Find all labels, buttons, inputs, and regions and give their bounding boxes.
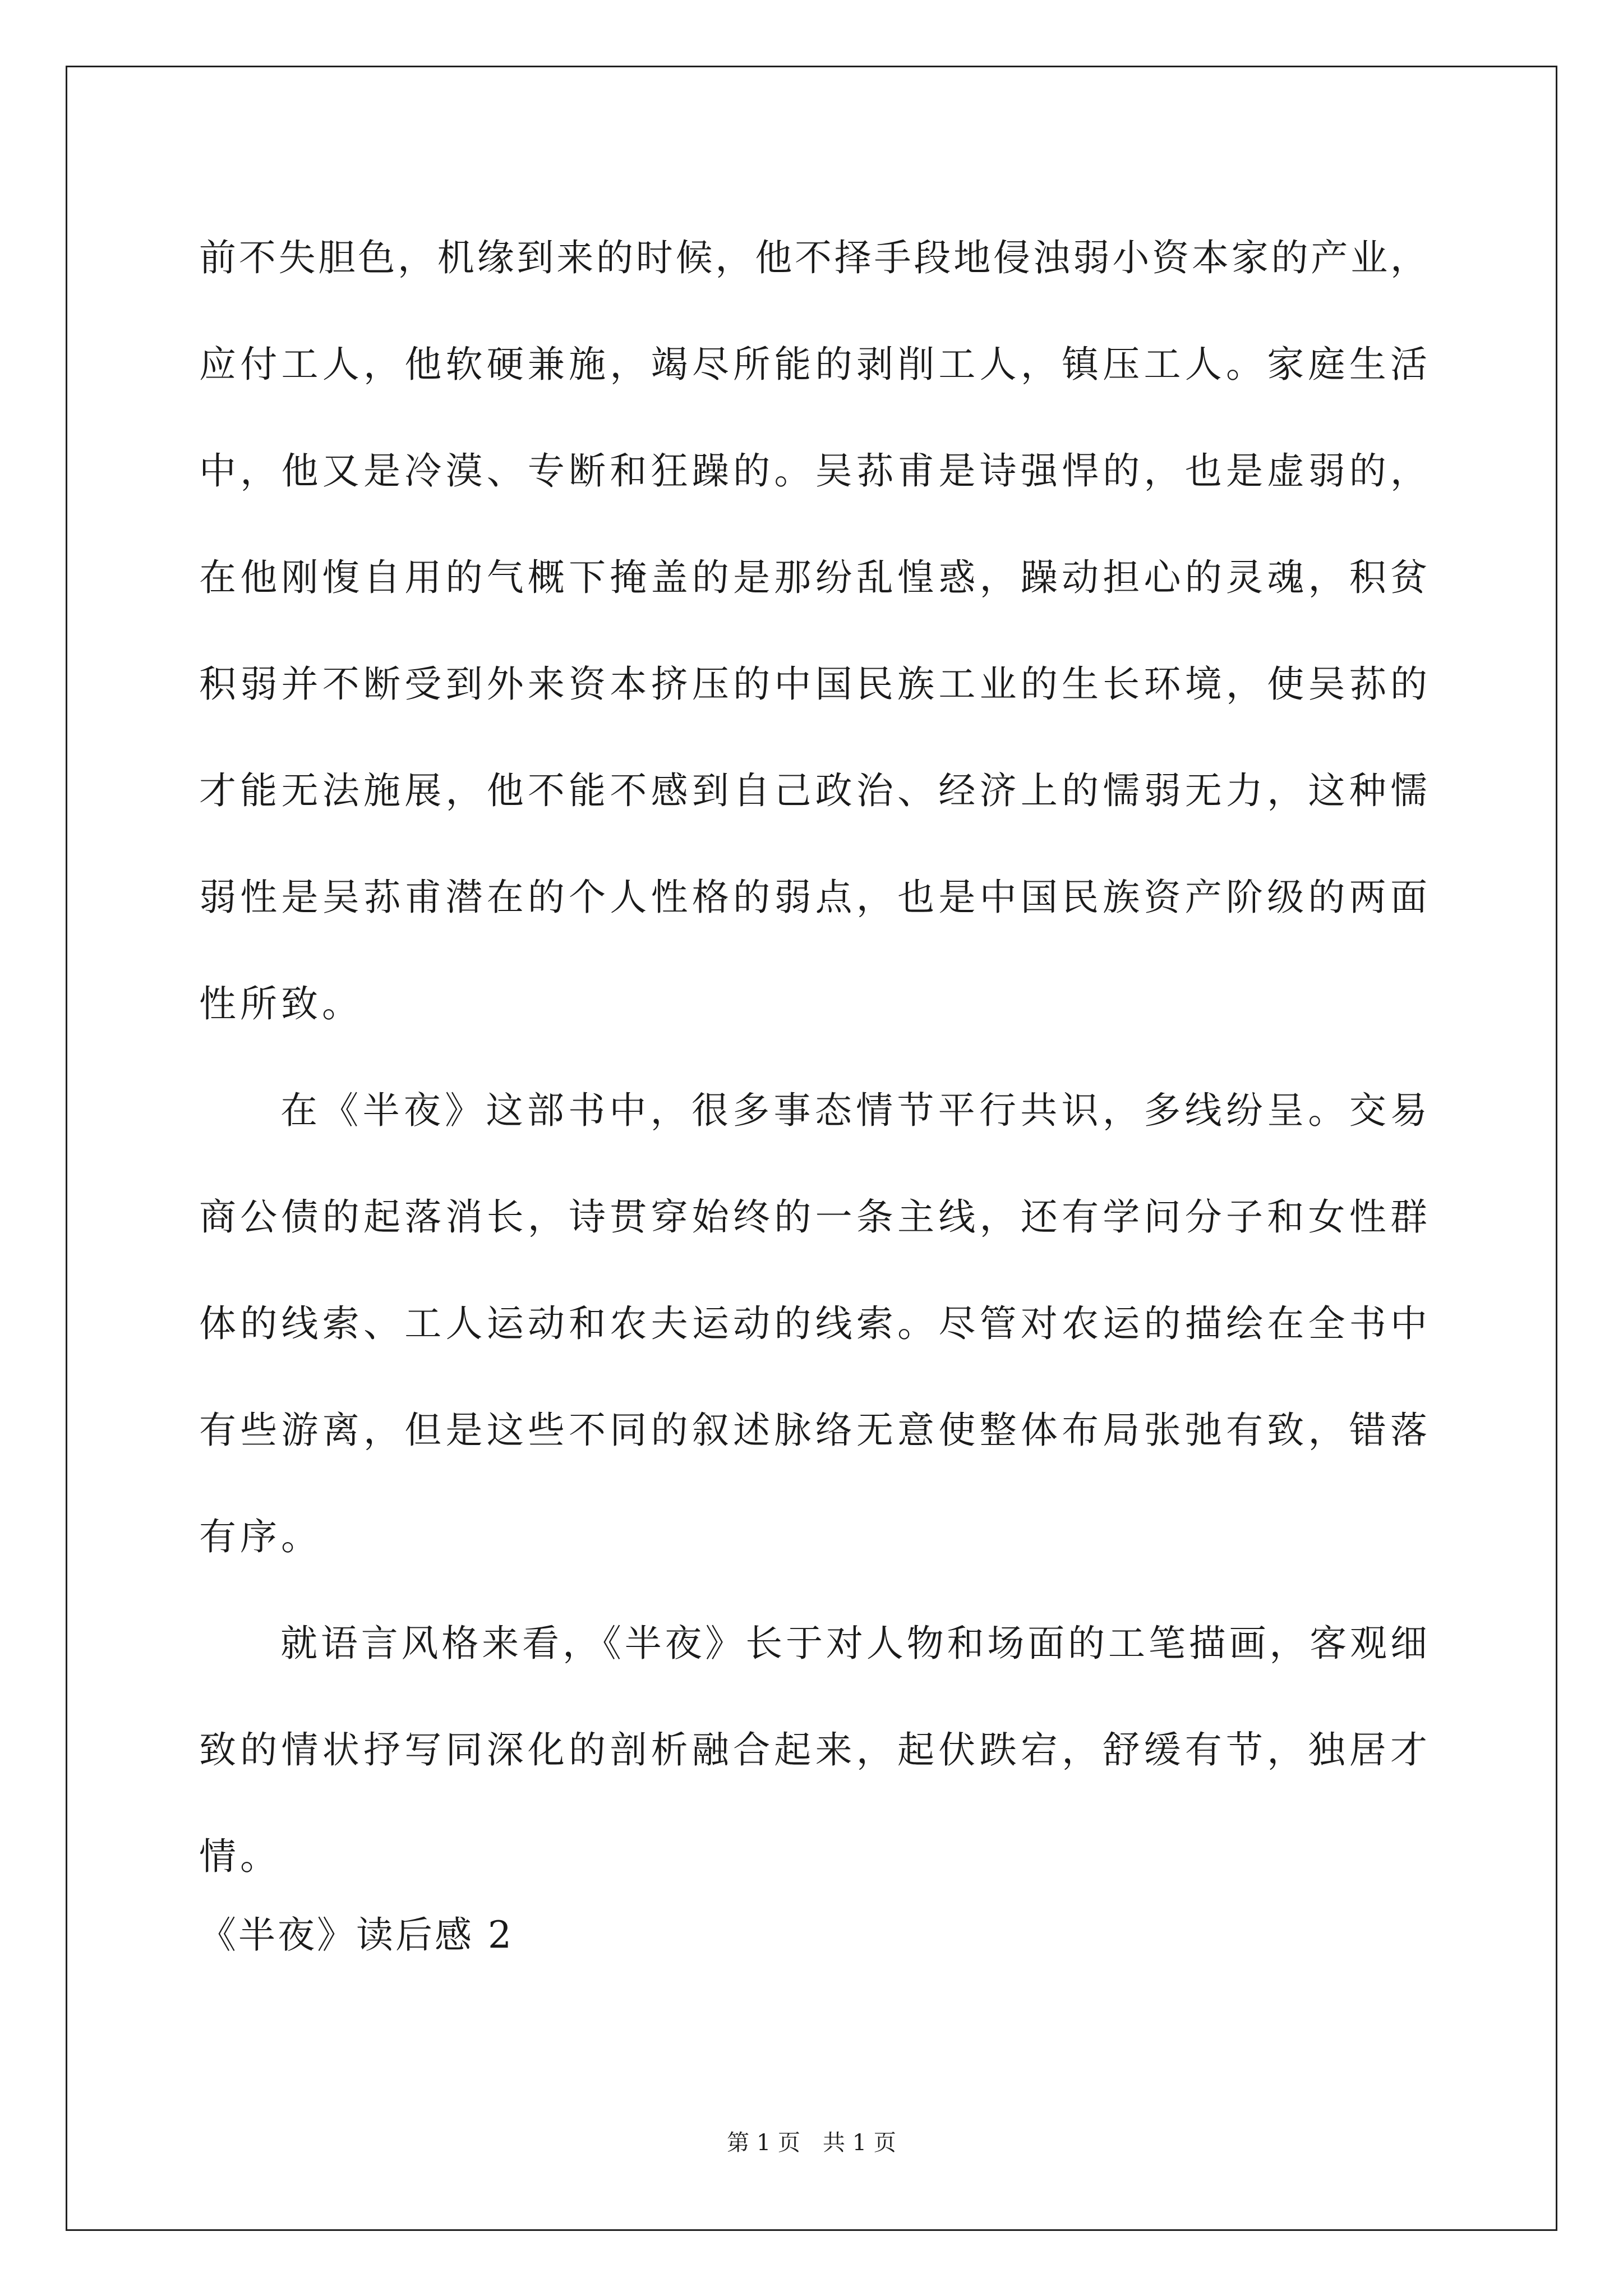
text-line: 积弱并不断受到外来资本挤压的中国民族工业的生长环境，使吴荪的 bbox=[199, 662, 1427, 706]
text-line: 弱性是吴荪甫潜在的个人性格的弱点，也是中国民族资产阶级的两面 bbox=[199, 876, 1427, 919]
text-line: 情。 bbox=[199, 1835, 281, 1878]
page-number-total: 共 1 页 bbox=[823, 2130, 896, 2156]
text-line: 有序。 bbox=[199, 1515, 322, 1558]
text-line: 才能无法施展，他不能不感到自己政治、经济上的懦弱无力，这种懦 bbox=[199, 769, 1427, 812]
text-line: 体的线索、工人运动和农夫运动的线索。尽管对农运的描绘在全书中 bbox=[199, 1302, 1427, 1345]
paragraph bbox=[199, 1590, 1427, 1910]
text-line: 性所致。 bbox=[199, 982, 363, 1025]
text-line: 在他刚愎自用的气概下掩盖的是那纷乱惶惑，躁动担心的灵魂，积贫 bbox=[199, 556, 1427, 599]
text-line: 商公债的起落消长，诗贯穿始终的一条主线，还有学问分子和女性群 bbox=[199, 1195, 1427, 1239]
paragraph bbox=[199, 1057, 1427, 1590]
text-line: 前不失胆色，机缘到来的时候，他不择手段地侵浊弱小资本家的产业， bbox=[199, 236, 1427, 279]
text-line: 致的情状抒写同深化的剖析融合起来，起伏跌宕，舒缓有节，独居才 bbox=[199, 1728, 1427, 1772]
paragraph bbox=[199, 205, 1427, 1057]
text-line: 在《半夜》这部书中，很多事态情节平行共识，多线纷呈。交易 bbox=[280, 1089, 1427, 1132]
text-line: 应付工人，他软硬兼施，竭尽所能的剥削工人，镇压工人。家庭生活 bbox=[199, 343, 1427, 386]
text-line: 就语言风格来看，《半夜》长于对人物和场面的工笔描画，客观细 bbox=[280, 1622, 1427, 1665]
page-number-current: 第 1 页 bbox=[727, 2130, 800, 2156]
text-line: 中，他又是冷漠、专断和狂躁的。吴荪甫是诗强悍的，也是虚弱的， bbox=[199, 449, 1427, 493]
page-footer bbox=[0, 2126, 1623, 2160]
section-heading: 《半夜》读后感 2 bbox=[199, 1913, 514, 1957]
document-body bbox=[199, 205, 1427, 1910]
text-line: 有些游离，但是这些不同的叙述脉络无意使整体布局张弛有致，错落 bbox=[199, 1409, 1427, 1452]
